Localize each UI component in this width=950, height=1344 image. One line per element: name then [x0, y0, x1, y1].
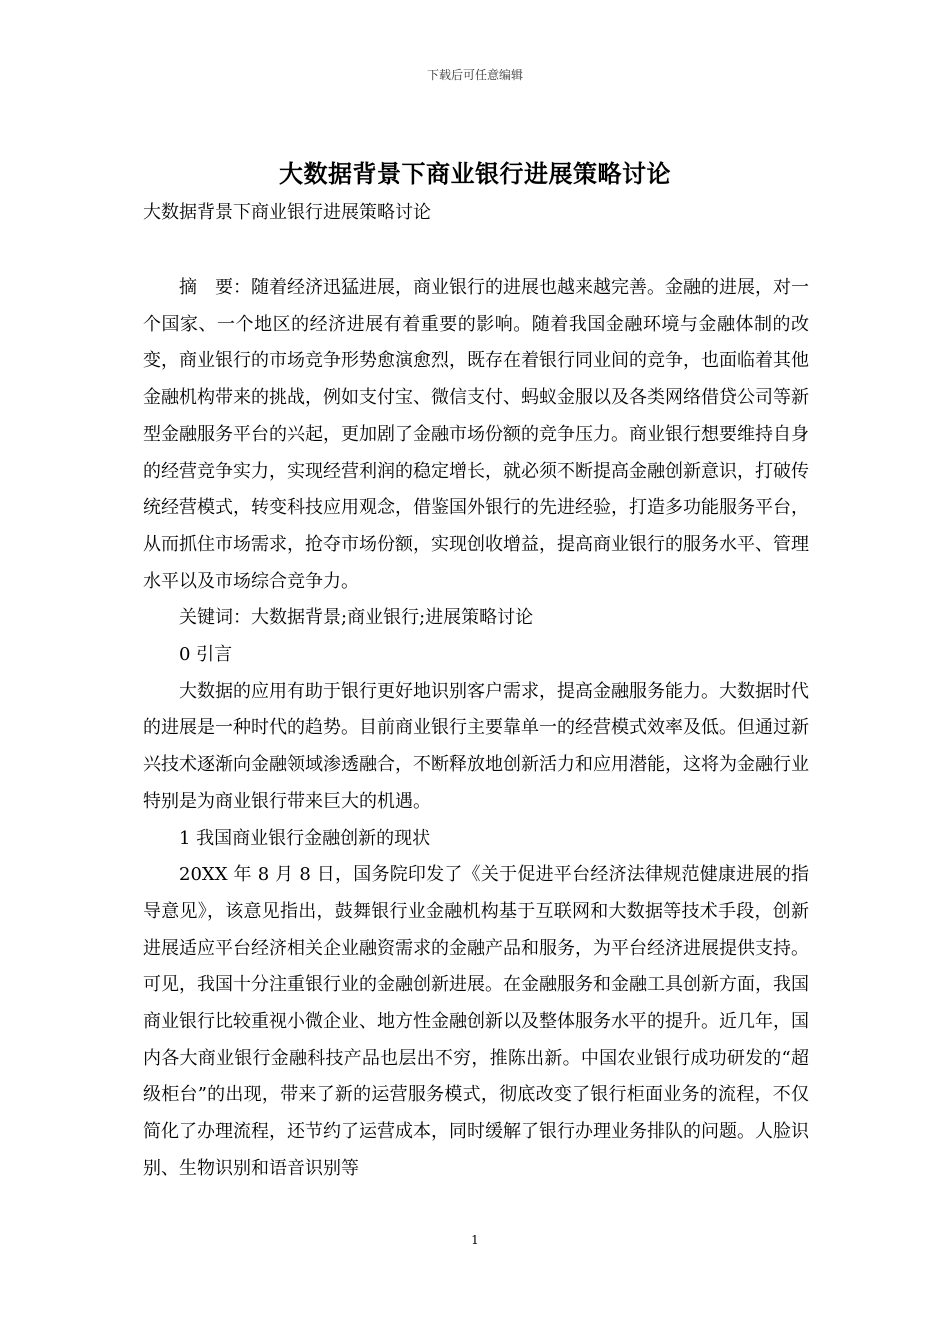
section-heading-introduction: 0 引言 [179, 644, 233, 666]
document-title: 大数据背景下商业银行进展策略讨论 [279, 159, 671, 188]
introduction-paragraph: 大数据的应用有助于银行更好地识别客户需求，提高金融服务能力。大数据时代的进展是一种时代的趋势。目前商业银行主要靠单一的经营模式效率及低。但通过新兴技术逐渐向金融领域渗透融合，不断释放地创新活力和应用潜能，这将为金融行业特别是为商业银行带来巨大的机遇。 [143, 680, 809, 812]
section-heading-current-status: 1 我国商业银行金融创新的现状 [179, 827, 431, 849]
page-number: 1 [471, 1233, 479, 1247]
document-subtitle: 大数据背景下商业银行进展策略讨论 [143, 202, 431, 223]
keywords-paragraph: 关键词：大数据背景;商业银行;进展策略讨论 [179, 607, 534, 629]
current-status-paragraph: 20XX 年 8 月 8 日，国务院印发了《关于促进平台经济法律规范健康进展的指导意见》，该意见指出，鼓舞银行业金融机构基于互联网和大数据等技术手段，创新进展适应平台经济相关企业融资需求的金融产品和服务，为平台经济进展提供支持。可见，我国十分注重银行业的金融创新进展。在金融服务和金融工具创新方面，我国商业银行比较重视小微企业、地方性金融创新以及整体服务水平的提升。近几年，国内各大商业银行金融科技产品也层出不穷，推陈出新。中国农业银行成功研发的“超级柜台”的出现，带来了新的运营服务模式，彻底改变了银行柜面业务的流程，不仅简化了办理流程，还节约了运营成本，同时缓解了银行办理业务排队的问题。人脸识别、生物识别和语音识别等 [143, 864, 809, 1179]
header-note: 下载后可任意编辑 [426, 68, 523, 82]
abstract-paragraph: 摘 要：随着经济迅猛进展，商业银行的进展也越来越完善。金融的进展，对一个国家、一个地区的经济进展有着重要的影响。随着我国金融环境与金融体制的改变，商业银行的市场竞争形势愈演愈烈，既存在着银行同业间的竞争，也面临着其他金融机构带来的挑战，例如支付宝、微信支付、蚂蚁金服以及各类网络借贷公司等新型金融服务平台的兴起，更加剧了金融市场份额的竞争压力。商业银行想要维持自身的经营竞争实力，实现经营利润的稳定增长，就必须不断提高金融创新意识，打破传统经营模式，转变科技应用观念，借鉴国外银行的先进经验，打造多功能服务平台，从而抓住市场需求，抢夺市场份额，实现创收增益，提高商业银行的服务水平、管理水平以及市场综合竞争力。 [143, 277, 809, 592]
document-body [143, 270, 809, 1188]
